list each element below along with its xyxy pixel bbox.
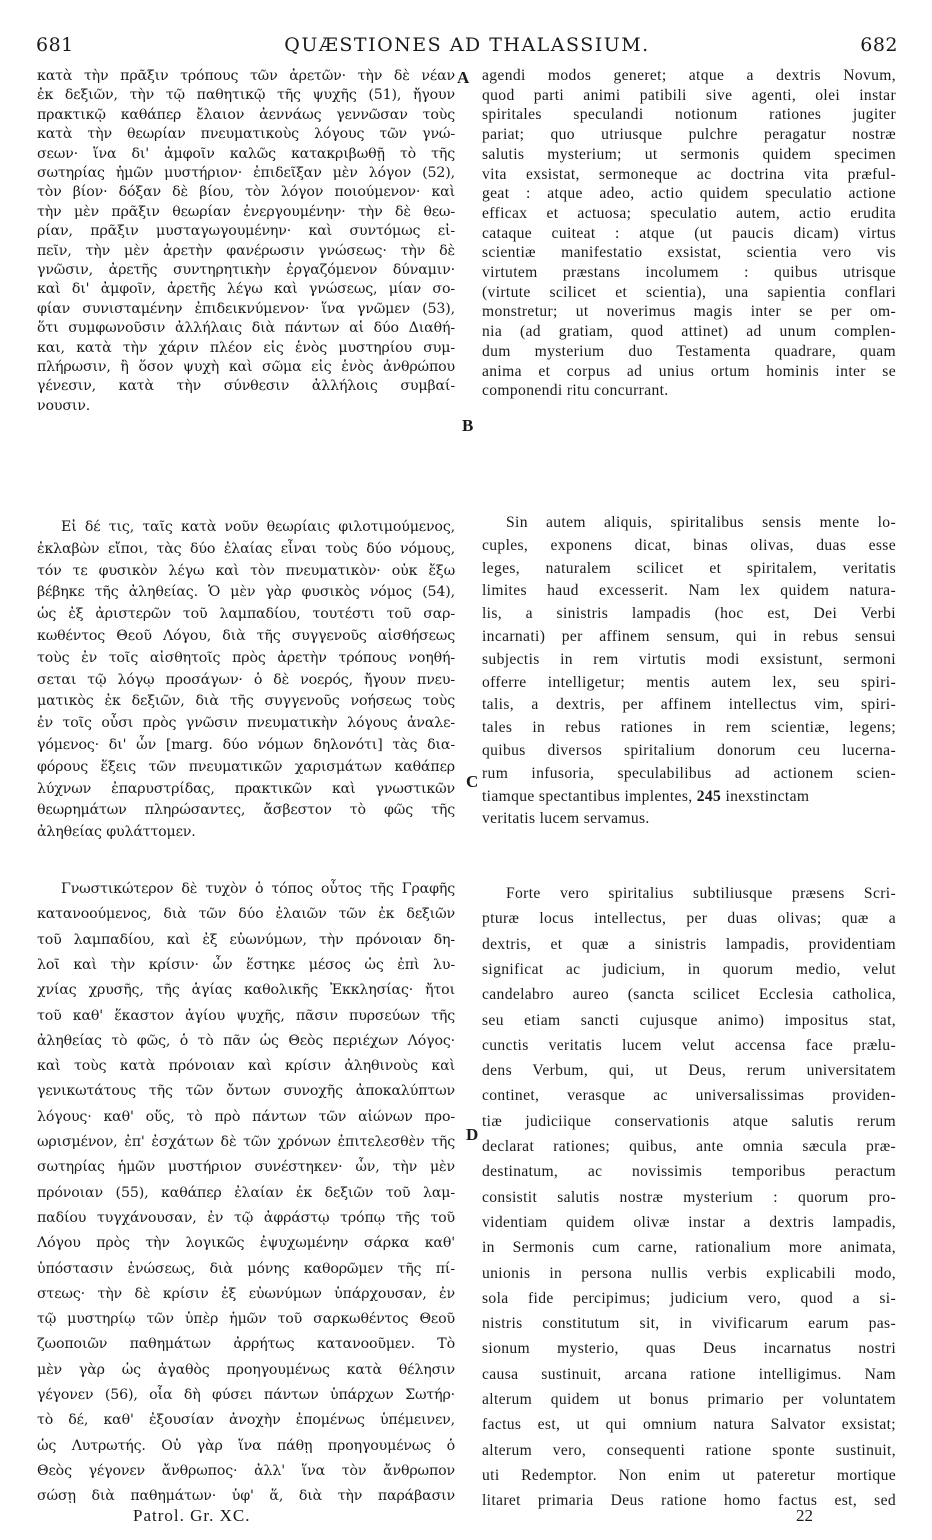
latin-line: candelabro aureo (sancta scilicet Ecclesia catholica, [482,986,896,1004]
latin-line: tiamque spectantibus implentes, 245 inexstinctam [482,787,810,805]
latin-line: spiritales speculandi notionum rationes jugiter [482,106,896,124]
latin-line: talis, a dextris, per affinem intellectus vim, spiri- [482,696,896,714]
latin-line: tiæ judiciique conservationis atque salutis rerum [482,1112,896,1130]
latin-line: nia (ad gratiam, quod attinet) ad unum complen- [482,323,896,341]
greek-line: γενικωτάτους τῆς τῶν ὄντων συνοχῆς ἀποκαλύπτων [37,1083,455,1100]
greek-line: φίαν συνισταμένην ἐπιδεικνύμενον· ἵνα γνῶμεν (53), [37,300,455,317]
greek-line: καὶ τοὺς κατὰ πρόνοιαν καὶ κρίσιν ἀληθινοὺς καὶ [37,1058,455,1075]
greek-line: μὲν γὰρ ὡς ἀγαθὸς προηγουμένως κατὰ θέλησιν [37,1361,455,1378]
greek-line: ὅτι συμφωνοῦσιν ἀλλήλαις διὰ πάντων αἱ δύο Διαθή- [37,320,455,337]
footer-signature: Patrol. Gr. XC. [133,1506,251,1525]
latin-line: offerre intelligetur; mentis autem lex, seu spiri- [482,673,896,691]
latin-line: pturæ locus intellectus, per duas olivas; quæ a [482,910,896,928]
greek-line: ζωοποιῶν παθημάτων ἀρρήτως κατανοοῦμεν. Τὸ [37,1336,455,1353]
latin-line: sionum mysterio, quas Deus incarnatus nostri [482,1340,896,1358]
inline-column-number: 245 [692,787,726,805]
latin-line: lis, a sinistris lampadis (hoc est, Dei Verbi [482,605,896,623]
greek-line: σεται τῷ λόγῳ προσάγων· ὁ δὲ νοερός, ἤγουν πνευ- [37,671,455,688]
greek-line: παδίου τυγχάνουσαν, ἐν τῷ ἀφράστῳ τρόπῳ τῆς τοῦ [37,1209,455,1226]
latin-line: agendi modos generet; atque a dextris Novum, [482,67,896,84]
latin-line: geat : atque adeo, actio quidem speculatio actione [482,185,896,203]
greek-line: σεων· ἵνα δι' ἀμφοῖν καλῶς κατακριβωθῇ τὸ τῆς [37,145,455,162]
latin-line: pariat; quo utriusque pulchre peragatur nostræ [482,126,896,144]
latin-line: Forte vero spiritalius subtiliusque præsens Scri- [506,885,896,902]
greek-line: καὶ δι' ἀμφοῖν, ἀρετῆς λέγω καὶ γνώσεως, μίαν σο- [37,281,455,298]
latin-line: quod parti animi patibili sive agenti, olei instar [482,86,896,104]
latin-line: efficax et actuosa; speculatio autem, actio erudita [482,204,896,222]
latin-line: salutis mysterium; ut sermonis quidem specimen [482,145,896,163]
latin-line: causa sustinuit, arcana ratione intelligimus. Nam [482,1365,896,1383]
latin-line: dum mysterium duo Testamenta quadrare, quam [482,342,896,360]
latin-line: virtutem præstans incolumem : quibus utrisque [482,264,896,281]
greek-line: ἐκλαβὼν εἴποι, τὰς δύο ἐλαίας εἶναι τοὺς δύο νόμους, [37,540,455,557]
latin-line: cunctis veritatis lucem velut accensa face prælu- [482,1036,896,1054]
greek-line: πεῖν, τὴν μὲν ἀρετὴν φανέρωσιν γνώσεως· τὴν δὲ [37,242,455,259]
greek-line: χνίας χρυσῆς, τῆς ἁγίας καθολικῆς Ἐκκλησίας· ἤτοι [37,982,455,999]
greek-line: στεως· τὴν δὲ κρίσιν ἐξ εὐωνύμων ὑπάρχουσαν, ἐν [37,1285,455,1302]
greek-line: τοῦ λαμπαδίου, καὶ ἐξ εὐωνύμων, τὴν πρόνοιαν δη- [37,931,455,948]
latin-line: videntiam quidem olivæ instar a dextris lampadis, [482,1213,896,1231]
latin-line: nistris constitutum sit, in vivificarum earum pas- [482,1315,896,1333]
latin-line: sola fide percipimus; judicium vero, quod a si- [482,1289,896,1307]
greek-line: κωθέντος Θεοῦ Λόγου, διὰ τῆς συγγενοῦς αἰσθήσεως [37,628,455,644]
greek-line: φόρους ἕξεις τῶν πνευματικῶν χαρισμάτων καθάπερ [37,758,455,775]
latin-line: Sin autem aliquis, spiritalibus sensis mente lo- [506,514,896,531]
latin-line: quibus diversos spiritalium donorum ceu lucerna- [482,742,896,759]
running-title: QUÆSTIONES AD THALASSIUM. [284,34,650,56]
greek-line: τοῦ καθ' ἕκαστον ἁγίου ψυχῆς, πᾶσιν πυρσεύων τῆς [37,1007,455,1024]
latin-line: anima et corpus ad unius ortum hominis inter se [482,362,896,380]
latin-line: veritatis lucem servamus. [482,810,650,828]
latin-line: consistit salutis nostræ mysterium : quorum pro- [482,1188,896,1206]
latin-line: seu etiam sancti cujusque animo) impositus stat, [482,1011,896,1029]
latin-line: vita exsistat, sermoneque ac doctrina vita præful- [482,165,896,183]
greek-line: λόγους· καθ' οὕς, τὸ πρὸ πάντων τῶν αἰώνων προ- [37,1108,455,1125]
greek-line: και, κατὰ τὴν χάριν πλέον εἰς ἑνὸς μυστηρίου συμ- [37,339,455,356]
margin-letter-d: D [466,1125,479,1144]
greek-line: σωτηρίας ἡμῶν μυστήριον συνέστηκεν· ὧν, τὴν μὲν [37,1159,455,1176]
greek-line: Γνωστικώτερον δὲ τυχὸν ὁ τόπος οὗτος τῆς Γραφῆς [61,881,455,897]
latin-line: cuples, exponens dicat, binas olivas, duas esse [482,536,896,554]
greek-line: κατὰ τὴν πρᾶξιν τρόπους τῶν ἀρετῶν· τὴν δὲ νέαν [37,68,455,84]
greek-line: ὡς Λυτρωτής. Οὐ γὰρ ἵνα πάθῃ προηγουμένως ὁ [37,1437,455,1454]
margin-letter-c: C [466,772,479,791]
margin-letter-b: B [462,416,474,435]
greek-line: κατὰ τὴν θεωρίαν πνευματικοὺς λόγους τῶν γνώ- [37,126,455,143]
greek-line: πλήρωσιν, ἢ ὅσον ψυχὴ καὶ σῶμα εἰς ἑνὸς ἀνθρώπου [37,359,455,375]
greek-line: νουσιν. [37,397,91,414]
latin-line: cataque cuiteat : atque (ut paucis dicam) virtus [482,224,896,242]
greek-line: τὸν βίον· δόξαν δὲ βίου, τὸν λόγον ποιούμενον· καὶ [37,184,455,201]
latin-line: factus est, ut qui omnium natura Salvator exsistat; [482,1416,896,1434]
greek-line: βέβηκε τῆς ἀληθείας. Ὁ μὲν γὰρ φυσικὸς νόμος (54), [37,584,455,601]
latin-line: componendi ritu concurrant. [482,382,669,400]
greek-line: τοὺς ἐν τοῖς αἰσθητοῖς πρὸς ἀρετὴν τρόπους νοηθή- [37,649,455,666]
latin-line: incarnati) per affinem sensum, qui in rebus sensui [482,628,896,645]
greek-line: θεωρημάτων πληρώσαντες, ἄσβεστον τὸ φῶς τῆς [37,802,455,819]
greek-line: σωτηρίας ἡμῶν μυστήριον· ἐπιδεῖξαν μὲν λόγον (52), [37,165,455,181]
greek-line: γένεσιν, κατὰ τὴν σύνθεσιν ἀλλήλοις συμβαί- [37,378,455,395]
greek-line: Λόγου πρὸς τὴν λογικῶς ἐψυχωμένην σάρκα καθ' [37,1235,455,1252]
greek-line: ἐκ δεξιῶν, τὴν τῷ παθητικῷ τῆς ψυχῆς (51), ἤγουν [37,87,455,104]
latin-line: uti Redemptor. Non enim ut pateretur mortique [482,1466,896,1484]
left-column-number: 681 [36,34,74,56]
greek-line: ἀληθείας τὸ φῶς, ὁ τὸ πᾶν ὡς Θεὸς περιέχων Λόγος· [37,1032,455,1049]
line-continuation: inexstinctam [725,787,810,805]
latin-line: in Sermonis cum carne, rationalium more animata, [482,1239,896,1257]
latin-line: significat ac judicium, in quorum medio, velut [482,960,896,978]
greek-line: ρίαν, πρᾶξιν μυσταγωγουμένην· καὶ συντόμως εἰ- [37,223,455,240]
greek-line: πρακτικῷ καθάπερ ἔλαιον ἀεννάως γεννῶσαν τοὺς [37,106,455,123]
greek-line: Εἰ δέ τις, ταῖς κατὰ νοῦν θεωρίαις φιλοτιμούμενος, [61,519,455,535]
greek-line: ὑπόστασιν ἑνώσεως, διὰ μόνης καθορῶμεν τῆς πί- [37,1260,455,1277]
latin-line: (virtute scilicet et scientia), una sapientia conflari [482,283,896,301]
latin-line: destinatum, ac novissimis temporibus peractum [482,1163,896,1181]
greek-line: ἀληθείας φυλάττομεν. [37,824,196,841]
latin-line: scientiæ manifestatio exsistat, scientia vero vis [482,244,896,262]
margin-letter-a: A [457,68,470,87]
greek-line: τόν τε φυσικὸν λέγω καὶ τὸν πνευματικὸν· οὐκ ἔξω [37,562,455,579]
latin-line: unionis in persona nullis verbis explicabili modo, [482,1264,896,1282]
latin-line: alterum quidem ut bonus primario per voluntatem [482,1391,896,1408]
latin-line: leges, naturalem scilicet et spiritalem, veritatis [482,559,896,577]
greek-line: τὴν μὲν πρᾶξιν θεωρίαν ἐνεργουμένην· τὴν δὲ θεω- [37,203,455,220]
greek-line: Θεὸς γέγονεν ἄνθρωπος· ἀλλ' ἵνα τὸν ἄνθρωπον [37,1462,455,1479]
latin-line: litaret primaria Deus ratione homo factus est, sed [482,1492,896,1510]
greek-line: πρόνοιαν (55), καθάπερ ἐλαίαν ἐκ δεξιῶν τοῦ λαμ- [37,1184,455,1201]
latin-line: continet, verasque ac universalissimas providen- [482,1087,896,1105]
latin-line: monstretur; ut noverimus magis inter se per om- [482,303,896,321]
footer-sheet-number: 22 [796,1506,813,1525]
right-column-number: 682 [860,34,898,56]
latin-line: declarat rationes; quibus, ante omnia sæcula præ- [482,1138,896,1155]
greek-line: γόμενος· δι' ὧν [marg. δύο νόμων δηλονότι] τὰς δια- [37,737,455,753]
greek-line: τῷ μυστηρίῳ τῶν ὑπὲρ ἡμῶν τοῦ σαρκωθέντος Θεοῦ [37,1311,455,1328]
greek-line: λοῖ καὶ τὴν κρίσιν· ὧν ἕστηκε μέσος ὡς ἐπὶ λυ- [37,956,455,973]
greek-line: λύχνων ἐπαρυστρίδας, πρακτικῶν καὶ γνωστικῶν [37,780,455,797]
latin-line: subjectis in rem virtutis modi exsistunt, sermoni [482,650,896,668]
greek-line: γνῶσιν, ἀρετῆς συντηρητικὴν ἐργαζόμενον δύναμιν· [37,262,455,278]
latin-line: tales in rebus rationes in rem scientiæ, legens; [482,719,896,737]
greek-line: ἐν τοῖς οὖσι πρὸς γνῶσιν πνευματικὴν λόγους ἀναλε- [37,715,455,732]
latin-line: limites haud excesserit. Nam lex quidem natura- [482,582,896,600]
greek-line: ὡς ἐξ ἀριστερῶν τοῦ λαμπαδίου, τουτέστι τοῦ σαρ- [37,606,455,623]
latin-line: dextris, et quæ a sinistris lampadis, providentiam [482,935,896,953]
greek-line: κατανοούμενος, διὰ τῶν δύο ἐλαιῶν τῶν ἐκ δεξιῶν [37,906,455,923]
greek-line: σώσῃ διὰ παθημάτων· ὑφ' ἅ, διὰ τὴν παράβασιν [37,1488,455,1505]
latin-line: rum infusoria, speculabilibus ad actionem scien- [482,764,896,782]
greek-line: τὸ δέ, καθ' ἐξουσίαν ἀνοχὴν ἑπομένως ὑπέμεινεν, [37,1412,455,1429]
greek-line: ωρισμένον, ἐπ' ἐσχάτων δὲ τῶν χρόνων ἐπιτελεσθὲν τῆς [37,1134,455,1150]
greek-line: ματικὸς ἐκ δεξιῶν, διὰ τῆς συγγενοῦς νοήσεως τοὺς [37,693,455,710]
latin-line: alterum vero, consequenti ratione sponte sustinuit, [482,1441,896,1459]
greek-line: γέγονεν (56), οἷα δὴ φύσει πάντων ὑπάρχων Σωτήρ· [37,1387,455,1403]
latin-line: dens Verbum, qui, ut Deus, rerum universitatem [482,1062,896,1080]
